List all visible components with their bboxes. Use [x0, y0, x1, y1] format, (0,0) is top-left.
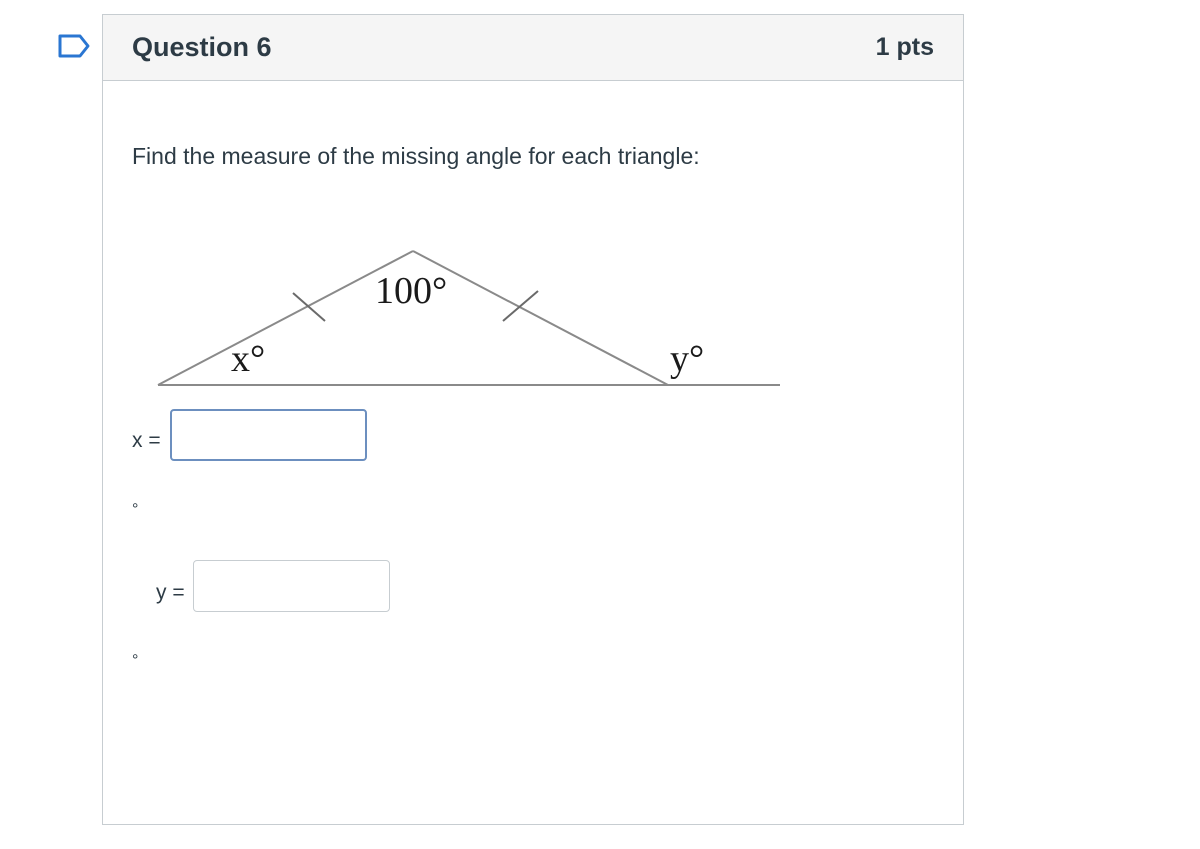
- angle-label-x: x°: [231, 338, 266, 380]
- tick-mark-left: [293, 293, 325, 321]
- angle-label-y: y°: [670, 338, 705, 380]
- question-prompt: Find the measure of the missing angle for each triangle:: [132, 143, 700, 169]
- triangle-right-side: [413, 251, 668, 385]
- x-answer-input[interactable]: [170, 409, 367, 461]
- x-answer-label: x =: [132, 429, 161, 452]
- y-answer-input[interactable]: [193, 560, 390, 612]
- triangle-figure: [153, 233, 783, 398]
- question-header: [103, 15, 963, 81]
- flag-question-icon[interactable]: [58, 34, 90, 58]
- y-degree-unit: °: [132, 652, 139, 669]
- angle-label-top: 100°: [375, 270, 448, 312]
- question-points: 1 pts: [875, 33, 934, 61]
- y-answer-label: y =: [156, 581, 185, 604]
- x-degree-unit: °: [132, 501, 139, 518]
- tick-mark-right: [503, 291, 538, 321]
- question-title: Question 6: [132, 32, 272, 62]
- question-card: [102, 14, 964, 825]
